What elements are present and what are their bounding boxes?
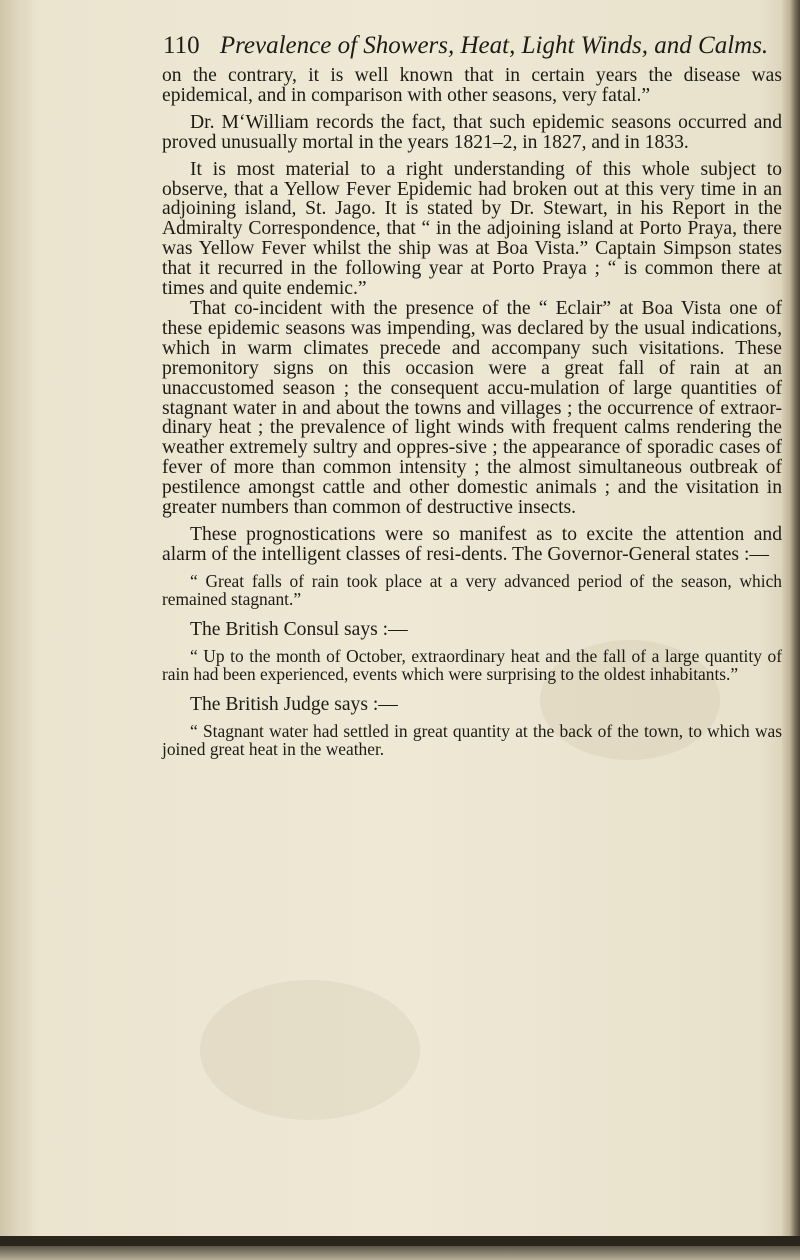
paragraph: It is most material to a right understanding of this whole subject to observe, that a Yellow Fever Epidemic had broken out at this very time in an adjoining island, St. Jago. It is stated by Dr. Stewart, in his Report in the Admiralty Correspondence, that “ in the adjoining island at Porto Praya, there was Yellow Fever whilst the ship was at Boa Vista.” Captain Simpson states that it recurred in the following year at Porto Praya ; “ is common there at times and quite endemic.” (162, 158, 782, 300)
quoted-extract: “ Stagnant water had settled in great quantity at the back of the town, to which was joined great heat in the weather. (162, 720, 782, 760)
page-edge-shadow (782, 0, 800, 1260)
paragraph: Dr. M‘William records the fact, that such epidemic seasons occurred and proved unusually mortal in the years 1821–2, in 1827, and in 1833. (162, 111, 782, 153)
scan-bottom-border (0, 1236, 800, 1246)
running-title: Prevalence of Showers, Heat, Light Winds, and Calms. (219, 32, 769, 59)
quoted-extract: “ Great falls of rain took place at a very advanced period of the season, which remained stagnant.” (162, 570, 782, 610)
paragraph: That co-incident with the presence of the “ Eclair” at Boa Vista one of these epidemic seasons was impending, was declared by the usual indications, which in warm climates precede and accompany such visitations. These premonitory signs on this occasion were a great fall of rain at an unaccustomed season ; the consequent accu-mulation of large quantities of stagnant water in and about the towns and villages ; the occurrence of extraor-dinary heat ; the prevalence of light winds with frequent calms rendering the weather extremely sultry and oppres-sive ; the appearance of sporadic cases of fever of more than common intensity ; the almost simultaneous outbreak of pestilence amongst cattle and other domestic animals ; and the visitation in greater numbers than common of destructive insects. (162, 297, 782, 519)
paragraph: These prognostications were so manifest as to excite the attention and alarm of the intelligent classes of resi-dents. The Governor-General states :— (162, 523, 782, 565)
page-number: 110 (163, 32, 200, 59)
running-header (163, 28, 769, 64)
paragraph: The British Consul says :— (190, 618, 408, 640)
paragraph: The British Judge says :— (190, 693, 398, 715)
paper-stain (200, 980, 420, 1120)
page-gutter-shadow (0, 0, 34, 1260)
paragraph-continuation: on the contrary, it is well known that in certain years the disease was epidemical, and in comparison with other seasons, very fatal.” (162, 65, 782, 106)
body-text (162, 66, 782, 759)
scan-bottom-fade (0, 1246, 800, 1260)
quoted-extract: “ Up to the month of October, extraordinary heat and the fall of a large quantity of rain had been experienced, events which were surprising to the oldest inhabitants.” (162, 645, 782, 685)
